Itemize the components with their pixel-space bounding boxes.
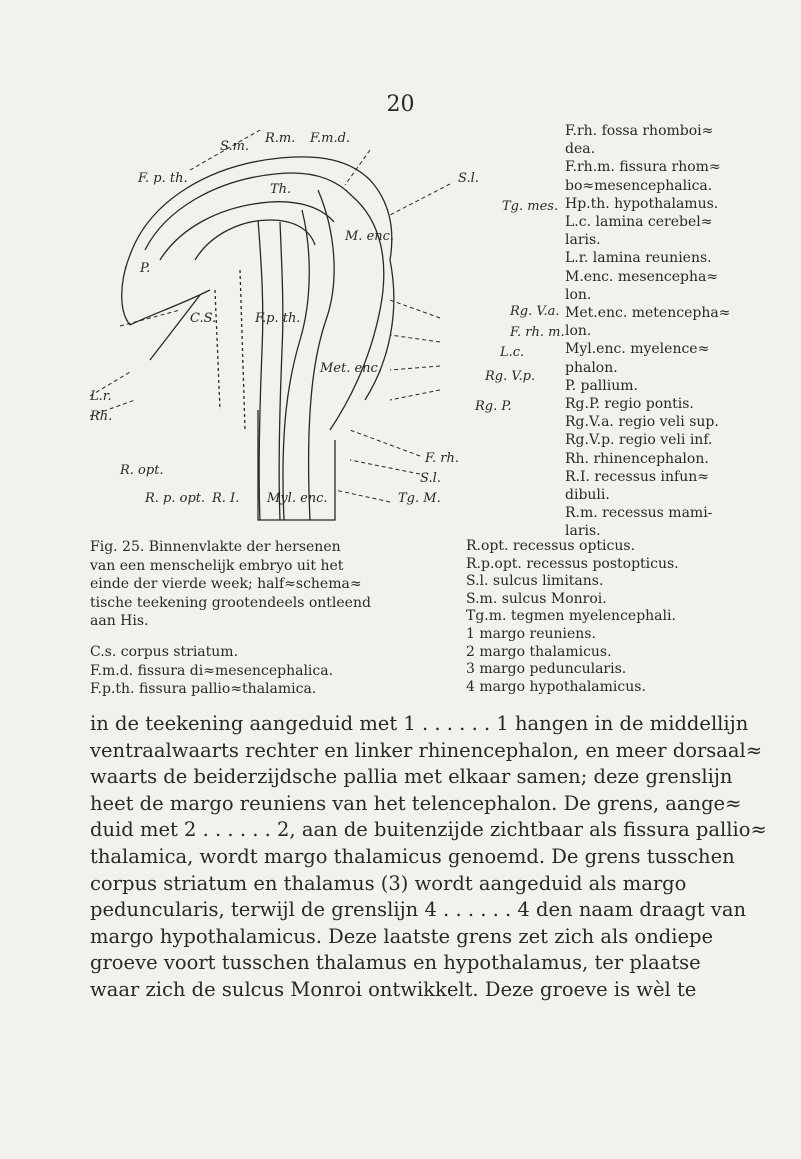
abbr-line: Tg.m. tegmen myelencephali. bbox=[466, 608, 676, 625]
legend-line: F.rh.m. fissura rhom≈ bbox=[565, 159, 721, 176]
legend-line: phalon. bbox=[565, 359, 618, 376]
legend-abbreviations-right bbox=[565, 122, 800, 541]
body-line: corpus striatum en thalamus (3) wordt aangeduid als margo bbox=[90, 871, 687, 895]
legend-line: Rh. rhinencephalon. bbox=[565, 450, 709, 467]
abbreviations-left bbox=[90, 643, 450, 699]
body-line: waarts de beiderzijdsche pallia met elkaar samen; deze grenslijn bbox=[90, 765, 733, 789]
label-Th: Th. bbox=[270, 182, 292, 197]
legend-line: bo≈mesencephalica. bbox=[565, 177, 713, 194]
legend-line: dea. bbox=[565, 141, 596, 158]
label-Fmd: F.m.d. bbox=[310, 131, 351, 146]
label-Rh: Rh. bbox=[90, 409, 113, 424]
abbr-line: S.m. sulcus Monroi. bbox=[466, 590, 607, 607]
legend-line: Rg.V.a. regio veli sup. bbox=[565, 414, 719, 431]
page-number: 20 bbox=[386, 92, 415, 117]
label-Sm: S.m. bbox=[220, 139, 250, 154]
abbr-line: C.s. corpus striatum. bbox=[90, 644, 239, 660]
legend-line: P. pallium. bbox=[565, 377, 638, 394]
legend-line: R.I. recessus infun≈ bbox=[565, 468, 709, 485]
body-line: margo hypothalamicus. Deze laatste grens zet zich als ondiepe bbox=[90, 924, 714, 948]
label-Mlenc: M. enc. bbox=[345, 229, 395, 244]
caption-line: tische teekening grootendeels ontleend bbox=[90, 594, 371, 611]
abbr-line: 2 margo thalamicus. bbox=[466, 643, 612, 660]
lower-left-diag bbox=[150, 295, 200, 360]
label-Mylenc: Myl. enc. bbox=[267, 491, 328, 506]
caption-line: aan His. bbox=[90, 613, 149, 629]
body-line: heet de margo reuniens van het telencephalon. De grens, aange≈ bbox=[90, 791, 742, 815]
abbr-line: 1 margo reuniens. bbox=[466, 625, 596, 642]
stem-wall-left bbox=[258, 220, 263, 520]
stem-wall-right bbox=[283, 210, 309, 520]
label-Tgmes: Tg. mes. bbox=[502, 199, 559, 214]
stem-wall-mid bbox=[279, 222, 283, 520]
legend-line: Rg.P. regio pontis. bbox=[565, 396, 694, 413]
label-Rm: R.m. bbox=[265, 131, 296, 146]
abbr-line: F.p.th. fissura pallio≈thalamica. bbox=[90, 681, 317, 697]
label-Fpth: F. p. th. bbox=[138, 171, 188, 186]
label-Sl2: S.l. bbox=[420, 471, 441, 486]
body-line: in de teekening aangeduid met 1 . . . . . . 1 hangen in de middellijn bbox=[90, 712, 749, 735]
legend-line: dibuli. bbox=[565, 487, 610, 504]
abbr-line: 3 margo peduncularis. bbox=[466, 661, 627, 678]
label-P: P. bbox=[140, 261, 151, 276]
caption-line: van een menschelijk embryo uit het bbox=[90, 557, 344, 574]
label-Cs: C.S. bbox=[190, 311, 217, 326]
legend-line: F.rh. fossa rhomboi≈ bbox=[565, 123, 714, 139]
label-Frhm: F. rh. m. bbox=[510, 325, 565, 340]
body-line: thalamica, wordt margo thalamicus genoemd. De grens tusschen bbox=[90, 844, 735, 868]
legend-line: Rg.V.p. regio veli inf. bbox=[565, 432, 713, 449]
label-Metenc: Met. enc. bbox=[320, 361, 382, 376]
label-RgVa: Rg. V.a. bbox=[510, 304, 560, 319]
legend-line: lon. bbox=[565, 323, 592, 340]
label-RgP: Rg. P. bbox=[475, 399, 512, 414]
legend-line: Myl.enc. myelence≈ bbox=[565, 341, 710, 358]
brain-diagram-svg bbox=[90, 110, 570, 540]
caption-line: einde der vierde week; half≈schema≈ bbox=[90, 576, 362, 592]
figure-caption bbox=[90, 538, 440, 631]
abbr-line: R.p.opt. recessus postopticus. bbox=[466, 555, 679, 572]
body-line: ventraalwaarts rechter en linker rhinencephalon, en meer dorsaal≈ bbox=[90, 738, 763, 762]
legend-line: lon. bbox=[565, 286, 592, 303]
legend-line: M.enc. mesencepha≈ bbox=[565, 268, 719, 285]
inner-contour-3 bbox=[195, 220, 315, 260]
label-Sl-top: S.l. bbox=[458, 171, 479, 186]
body-line: peduncularis, terwijl de grenslijn 4 . . . . . . 4 den naam draagt van bbox=[90, 898, 747, 922]
label-RgVp: Rg. V.p. bbox=[485, 369, 536, 384]
abbr-line: R.opt. recessus opticus. bbox=[466, 538, 636, 554]
body-line: groeve voort tusschen thalamus en hypothalamus, ter plaatse bbox=[90, 951, 701, 975]
legend-line: L.c. lamina cerebel≈ bbox=[565, 214, 713, 231]
thalamus-line-1 bbox=[215, 290, 220, 410]
body-line: waar zich de sulcus Monroi ontwikkelt. Deze groeve is wèl te bbox=[90, 977, 697, 1001]
thalamus-line-2 bbox=[240, 270, 245, 430]
abbr-line: S.l. sulcus limitans. bbox=[466, 573, 604, 590]
caption-line: Fig. 25. Binnenvlakte der hersenen bbox=[90, 539, 341, 555]
legend-line: laris. bbox=[565, 232, 601, 249]
label-Ropt: R. opt. bbox=[120, 463, 164, 478]
legend-line: Hp.th. hypothalamus. bbox=[565, 195, 719, 212]
label-RI: R. I. bbox=[212, 491, 240, 506]
label-Lr: L.r. bbox=[90, 389, 112, 404]
label-Lc: L.c. bbox=[500, 345, 525, 360]
abbreviations-bottom bbox=[466, 538, 786, 696]
label-Rpopt: R. p. opt. bbox=[145, 491, 206, 506]
body-text bbox=[90, 711, 795, 1004]
label-Tgm: Tg. M. bbox=[398, 491, 441, 506]
legend-line: L.r. lamina reuniens. bbox=[565, 250, 712, 267]
abbr-line: 4 margo hypothalamicus. bbox=[466, 678, 646, 695]
legend-line: laris. bbox=[565, 523, 601, 540]
outer-contour-left bbox=[122, 255, 130, 325]
body-line: duid met 2 . . . . . . 2, aan de buitenzijde zichtbaar als fissura pallio≈ bbox=[90, 818, 767, 842]
label-Fpth2: F.p. th. bbox=[255, 311, 301, 326]
figure-25-brain-diagram bbox=[90, 110, 570, 540]
label-Fth: F. rh. bbox=[425, 451, 459, 466]
legend-line: R.m. recessus mami- bbox=[565, 505, 713, 522]
legend-line: Met.enc. metencepha≈ bbox=[565, 305, 731, 322]
abbr-line: F.m.d. fissura di≈mesencephalica. bbox=[90, 662, 334, 679]
cerebellar-curve-2 bbox=[365, 260, 394, 400]
